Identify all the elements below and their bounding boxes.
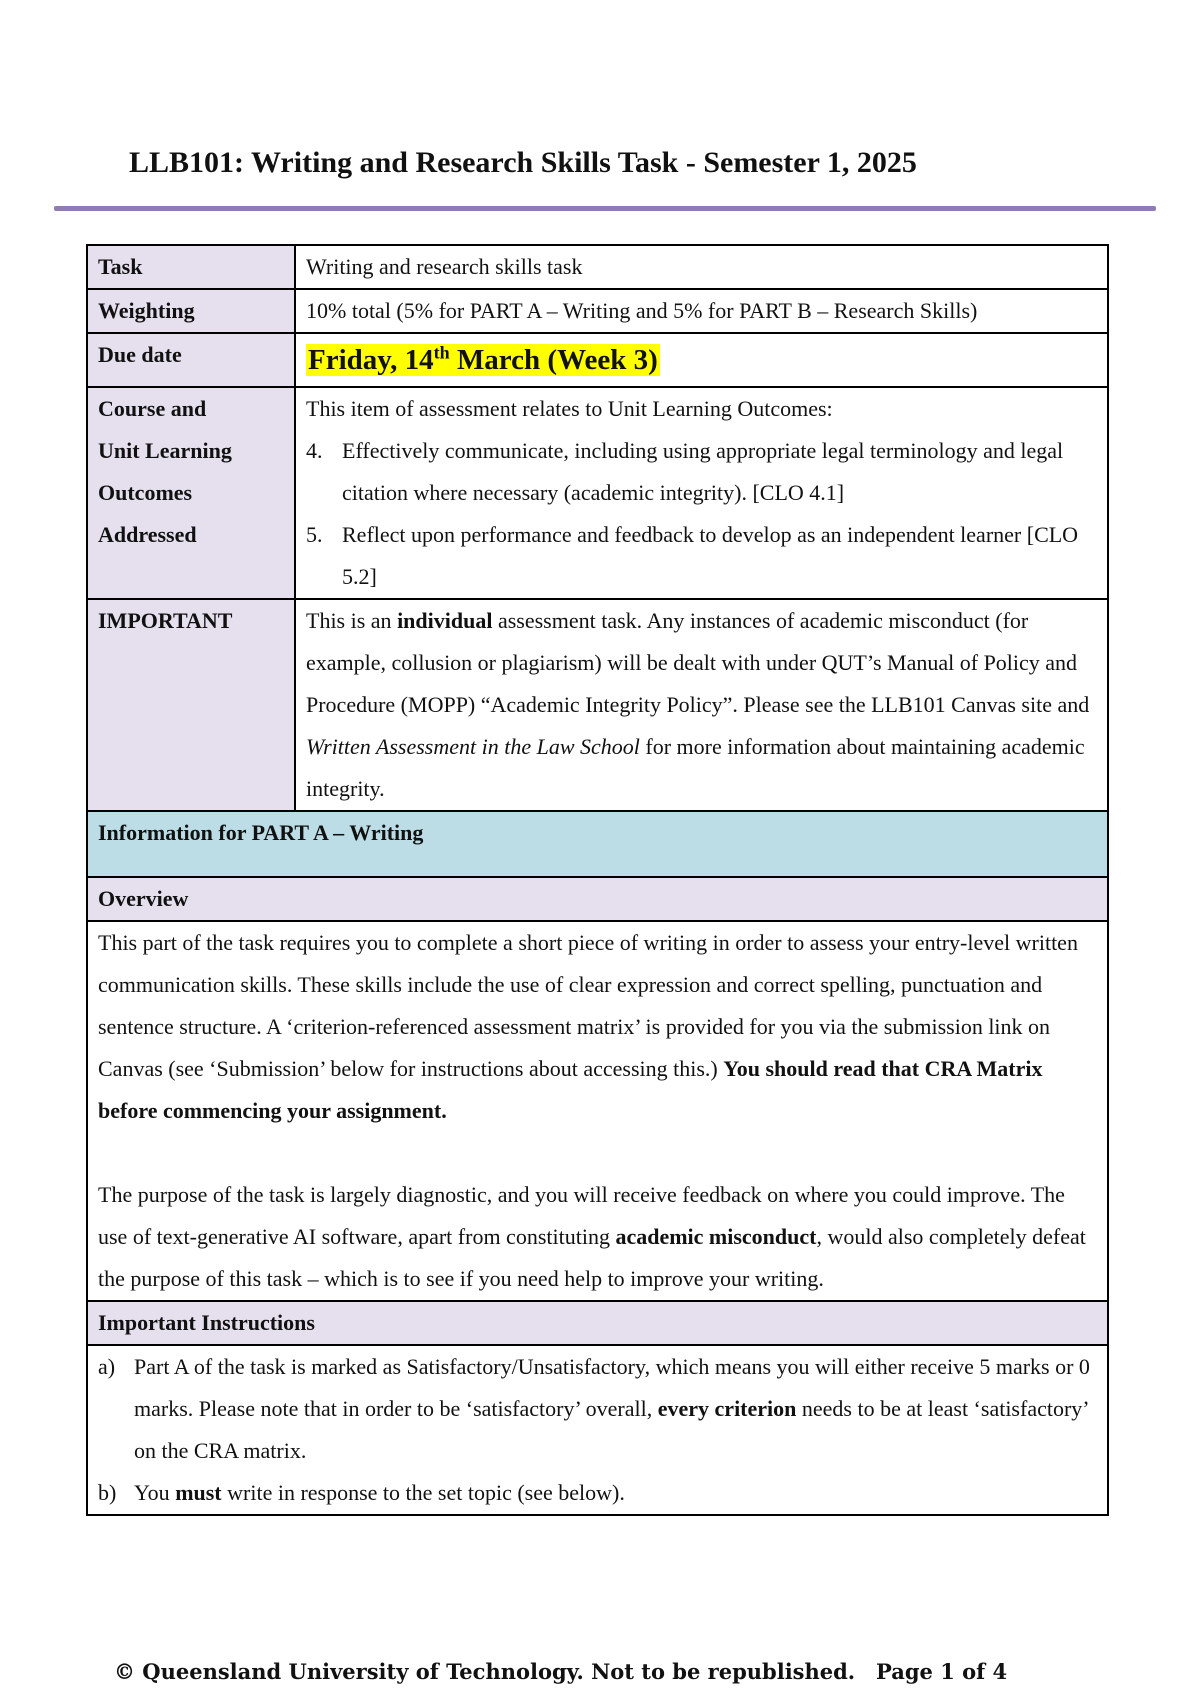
instruction-item — [98, 1346, 1097, 1472]
part-a-heading: Information for PART A – Writing — [87, 811, 1108, 877]
page-footer — [114, 1654, 1008, 1690]
instruction-text: Part A of the task is marked as Satisfactory/Unsatisfactory, which means you will either receive 5 marks or 0 marks. Please note that in order to be ‘satisfactory’ overall, — [134, 1354, 1090, 1421]
overview-paragraph — [98, 922, 1097, 1132]
instruction-emphasis: every criterion — [657, 1396, 797, 1421]
instructions-list — [98, 1346, 1097, 1514]
footer-copyright: © Queensland University of Technology. Not to be republished. — [114, 1659, 856, 1684]
due-date-cell — [295, 333, 1108, 387]
instructions-body-row — [87, 1345, 1108, 1515]
overview-emphasis: You should read that CRA Matrix before commencing your assignment. — [98, 1056, 1043, 1123]
outcome-number: 4. — [306, 438, 323, 463]
footer-page-number: Page 1 of 4 — [876, 1659, 1008, 1684]
weighting-label: Weighting — [87, 289, 295, 333]
important-text: assessment task. Any instances of academic misconduct (for example, collusion or plagiarism) will be dealt with under QUT’s Manual of Policy and Procedure (MOPP) “Academic Integrity Policy”. Please see the LLB101 Canvas site and — [306, 608, 1090, 717]
overview-body-row — [87, 921, 1108, 1301]
instructions-heading: Important Instructions — [87, 1301, 1108, 1345]
task-row — [87, 245, 1108, 289]
outcome-item — [306, 514, 1097, 598]
instruction-text: write in response to the set topic (see below). — [221, 1480, 625, 1505]
instruction-item — [98, 1472, 1097, 1514]
due-date-rest: March (Week 3) — [449, 344, 658, 376]
overview-text: , would also completely defeat the purpose of this task – which is to see if you need help to improve your writing. — [98, 1224, 1086, 1291]
task-value: Writing and research skills task — [295, 245, 1108, 289]
weighting-row — [87, 289, 1108, 333]
instructions-body — [87, 1345, 1108, 1515]
outcomes-label-line: Outcomes — [98, 480, 193, 505]
overview-heading: Overview — [87, 877, 1108, 921]
overview-body — [87, 921, 1108, 1301]
outcomes-label — [87, 387, 295, 599]
due-date-row — [87, 333, 1108, 387]
important-text: for more information about maintaining academic integrity. — [306, 734, 1085, 801]
due-date-day: Friday, 14 — [308, 344, 434, 376]
due-date-value — [306, 344, 660, 376]
overview-emphasis: academic misconduct — [615, 1224, 817, 1249]
outcomes-value — [295, 387, 1108, 599]
outcome-text: Reflect upon performance and feedback to develop as an independent learner [CLO 5.2] — [342, 522, 1079, 589]
outcomes-label-line: Unit Learning — [98, 438, 232, 463]
instruction-letter: a) — [98, 1354, 116, 1379]
overview-text: The purpose of the task is largely diagnostic, and you will receive feedback on where you could improve. The use of text-generative AI software, apart from constituting — [98, 1182, 1065, 1249]
outcomes-label-line: Addressed — [98, 522, 197, 547]
instruction-text: needs to be at least ‘satisfactory’ on the CRA matrix. — [134, 1396, 1088, 1463]
important-value — [295, 599, 1108, 811]
overview-text: This part of the task requires you to complete a short piece of writing in order to assess your entry-level written communication skills. These skills include the use of clear expression and correct spelling, punctuation and sentence structure. A ‘criterion-referenced assessment matrix’ is provided for you via the submission link on Canvas (see ‘Submission’ below for instructions about accessing this.) — [98, 930, 1078, 1081]
outcomes-intro: This item of assessment relates to Unit Learning Outcomes: — [306, 396, 833, 421]
overview-heading-row — [87, 877, 1108, 921]
important-emphasis: individual — [397, 608, 493, 633]
overview-paragraph — [98, 1174, 1097, 1300]
outcomes-row — [87, 387, 1108, 599]
outcomes-label-line: Course and — [98, 396, 207, 421]
task-label: Task — [87, 245, 295, 289]
part-a-heading-row — [87, 811, 1108, 877]
written-assessment-title: Written Assessment in the Law School — [306, 734, 640, 759]
task-info-table — [86, 244, 1109, 1516]
important-row — [87, 599, 1108, 811]
due-date-label: Due date — [87, 333, 295, 387]
document-title: LLB101: Writing and Research Skills Task - Semester 1, 2025 — [129, 146, 917, 179]
due-date-suffix: th — [433, 342, 450, 363]
title-rule — [54, 206, 1156, 211]
outcome-number: 5. — [306, 522, 323, 547]
important-text: This is an — [306, 608, 398, 633]
instructions-heading-row — [87, 1301, 1108, 1345]
instruction-emphasis: must — [175, 1480, 222, 1505]
instruction-letter: b) — [98, 1480, 117, 1505]
instruction-text: You — [134, 1480, 176, 1505]
outcome-text: Effectively communicate, including using appropriate legal terminology and legal citation where necessary (academic integrity). [CLO 4.1] — [342, 438, 1064, 505]
outcomes-list — [306, 430, 1097, 598]
important-label: IMPORTANT — [87, 599, 295, 811]
outcome-item — [306, 430, 1097, 514]
due-date-highlight — [306, 344, 660, 376]
paragraph-gap — [98, 1132, 1097, 1174]
weighting-value: 10% total (5% for PART A – Writing and 5% for PART B – Research Skills) — [295, 289, 1108, 333]
